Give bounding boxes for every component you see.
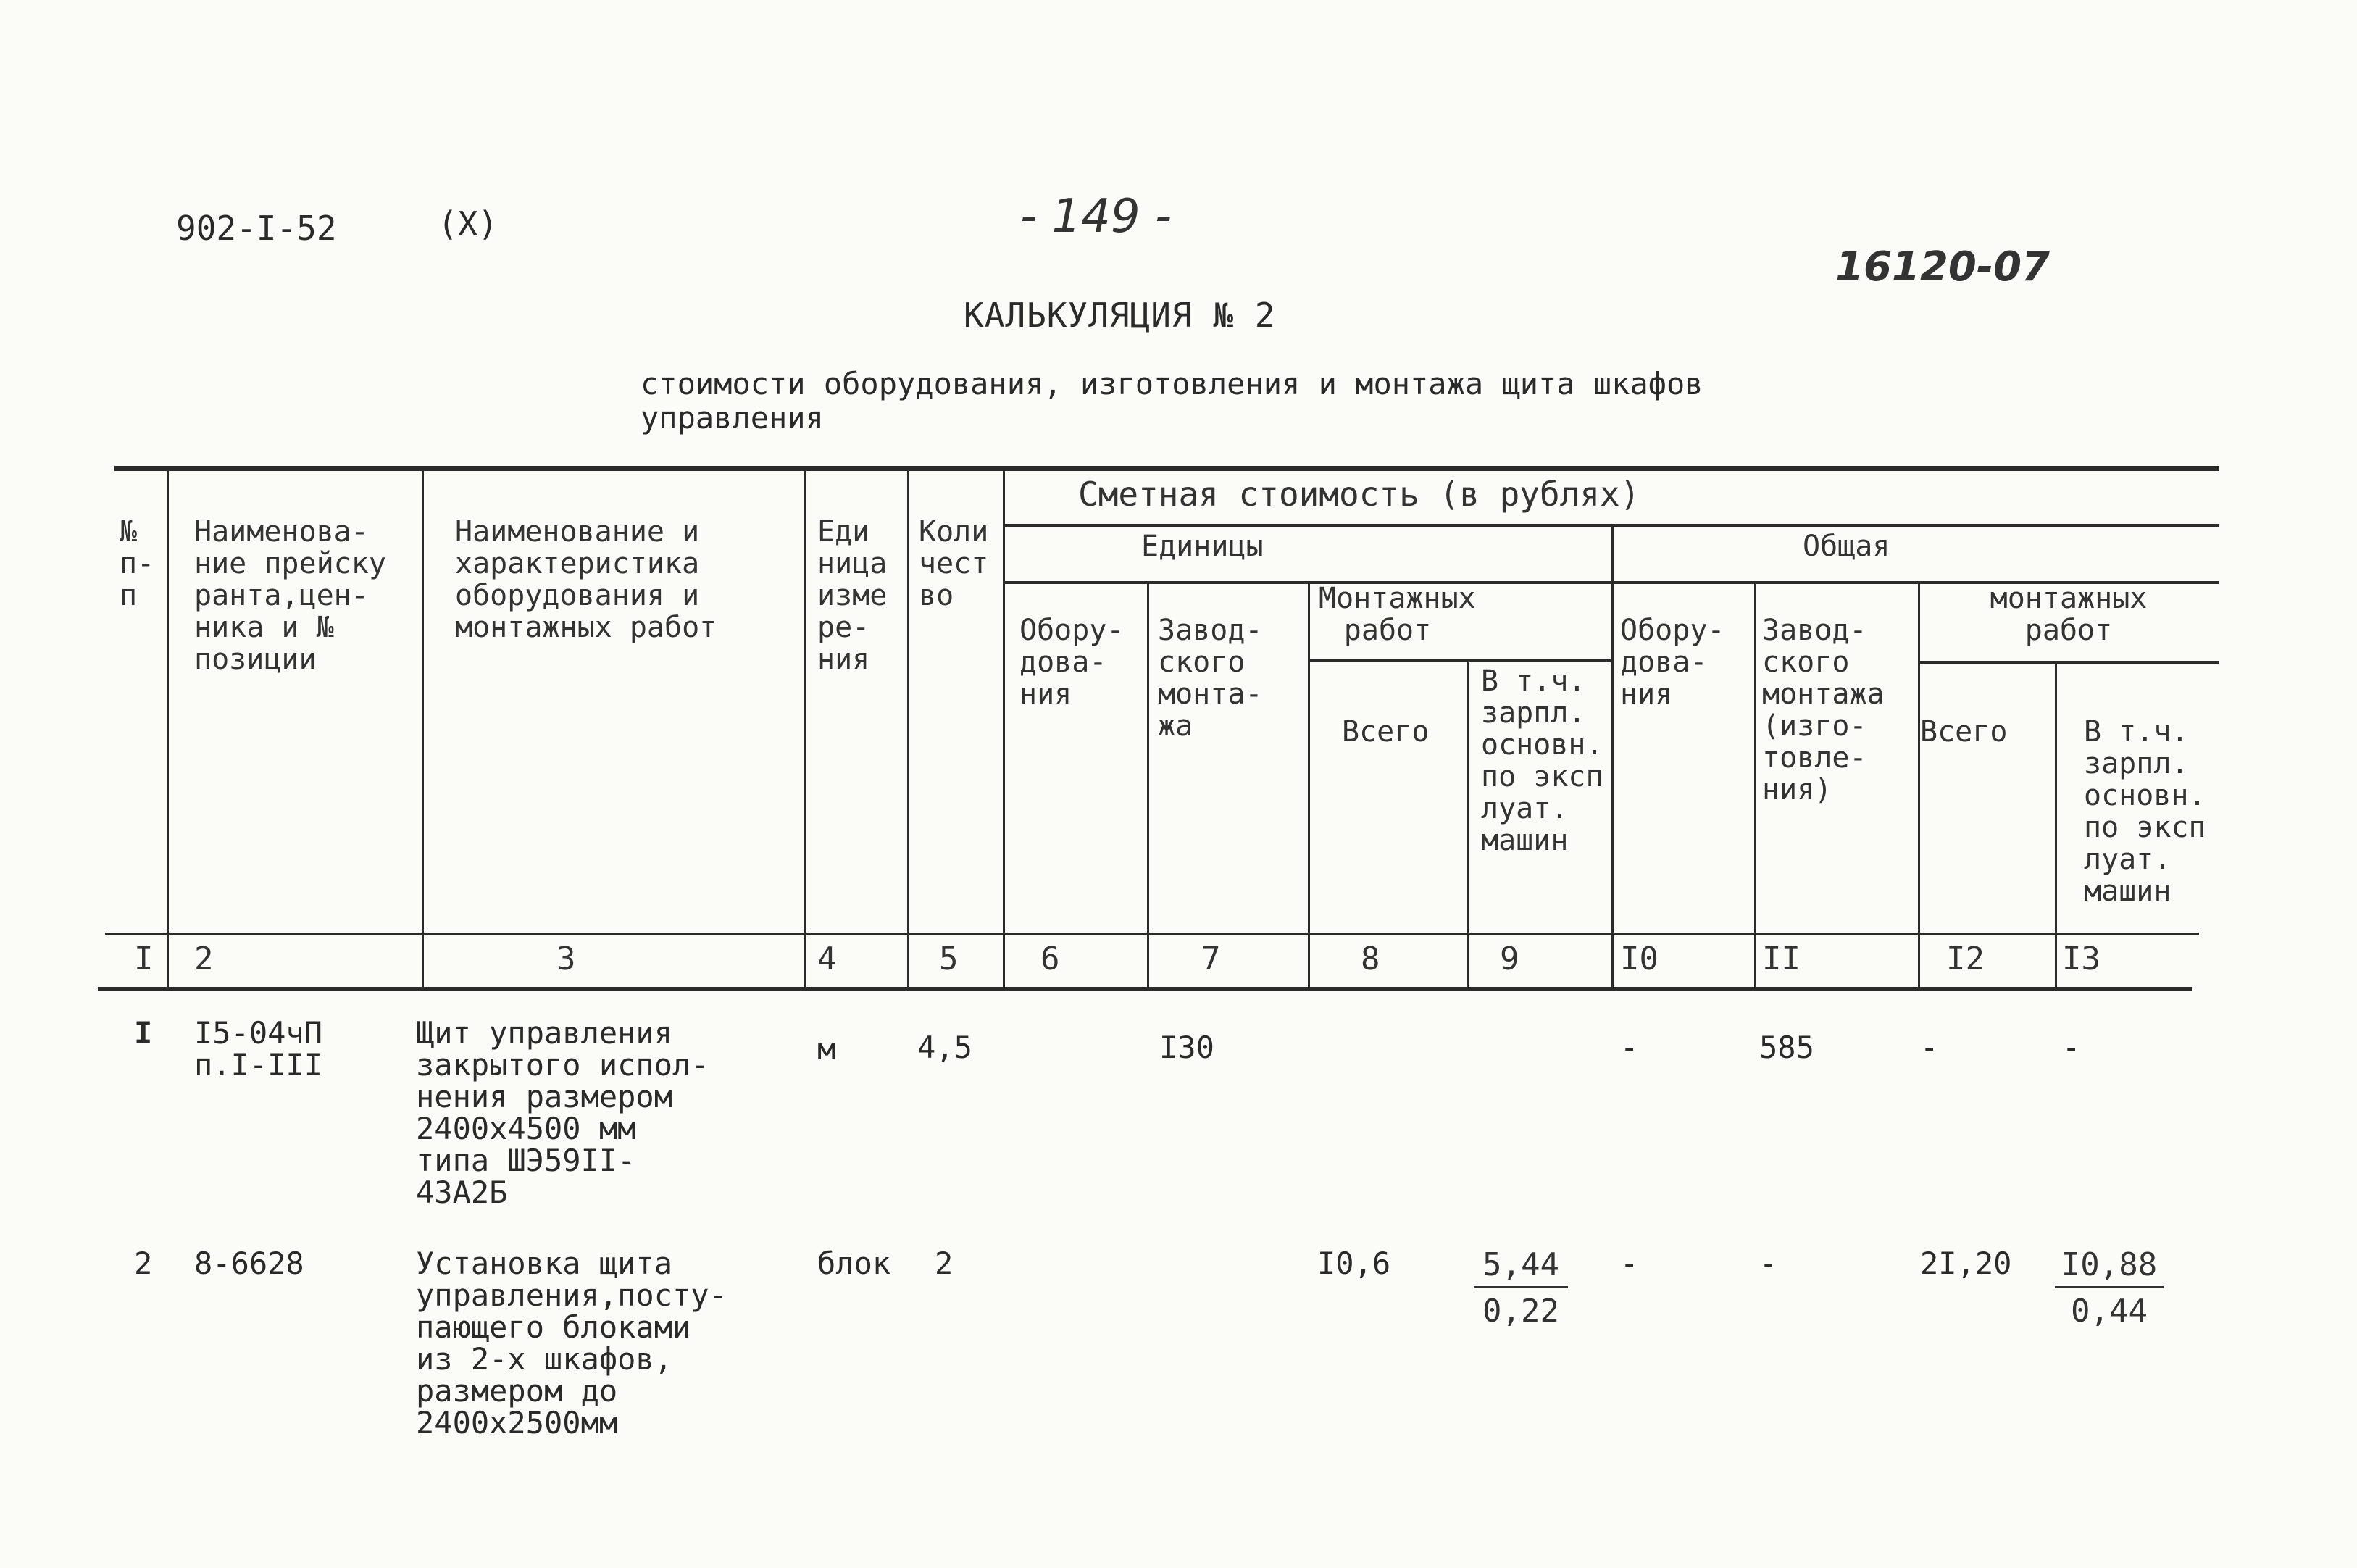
document-subtitle-line2: управления: [641, 400, 824, 435]
row-quantity: 4,5: [917, 1030, 972, 1065]
col-divider: [1918, 584, 1920, 989]
row-factory-mount-unit: I30: [1159, 1030, 1214, 1065]
row-equipment-total: -: [1620, 1246, 1639, 1281]
col-divider: [1308, 584, 1310, 989]
col-number: I: [134, 941, 154, 977]
col-number: I2: [1946, 941, 1985, 977]
col-divider: [1611, 527, 1614, 989]
page-number: - 149 -: [1020, 190, 1172, 243]
row-factory-mount-total: -: [1759, 1246, 1778, 1281]
col-number: 5: [939, 941, 959, 977]
col-number: 9: [1500, 941, 1519, 977]
row-quantity: 2: [935, 1246, 954, 1281]
row-mount-total: 2I,20: [1920, 1246, 2012, 1281]
col-number: 6: [1040, 941, 1060, 977]
header-mount-works-unit: Монтажных работ: [1319, 582, 1476, 647]
header-quantity: Коли чест во: [919, 515, 989, 612]
album-code: 16120-07: [1835, 243, 2050, 291]
row-unit: м: [817, 1031, 836, 1067]
document-code: 902-I-52: [176, 209, 337, 248]
rule-header-bottom: [105, 933, 2199, 935]
wages-unit-main: 5,44: [1474, 1246, 1568, 1288]
row-wages-unit: [1474, 1246, 1568, 1330]
wages-total-main: I0,88: [2055, 1246, 2164, 1288]
col-number: II: [1762, 941, 1801, 977]
col-divider: [2055, 664, 2057, 989]
row-item-name: Щит управления закрытого испол- нения размером 2400х4500 мм типа ШЭ59II- 43А2Б: [416, 1015, 709, 1210]
header-pricelist: Наименова- ние прейску ранта,цен- ника и № позиции: [194, 515, 386, 676]
row-wages-total: -: [2062, 1030, 2081, 1065]
table-top-rule: [114, 466, 2219, 471]
wages-unit-machines: 0,22: [1482, 1293, 1559, 1330]
header-unit: Еди ница изме ре- ния: [817, 515, 888, 676]
col-divider: [907, 471, 909, 989]
wages-total-machines: 0,44: [2071, 1293, 2148, 1330]
col-divider: [422, 471, 424, 989]
col-divider: [167, 471, 169, 989]
document-subtitle-line1: стоимости оборудования, изготовления и монтажа щита шкафов: [641, 366, 1703, 401]
document-title: КАЛЬКУЛЯЦИЯ № 2: [964, 296, 1276, 335]
document-mark: (X): [438, 204, 498, 243]
header-wages-total: В т.ч. зарпл. основн. по эксп луат. машин: [2084, 715, 2206, 908]
row-wages-total: [2055, 1246, 2164, 1330]
row-pricelist: I5-04чП п.I-III: [194, 1015, 323, 1083]
header-mount-works-total: монтажных работ: [1990, 582, 2148, 647]
col-number: 4: [817, 941, 837, 977]
row-mount-total: -: [1920, 1030, 1939, 1065]
row-mount-unit: I0,6: [1317, 1246, 1391, 1281]
rule-mount-total: [1919, 661, 2219, 664]
row-number: 2: [134, 1246, 153, 1281]
header-number: № п- п: [120, 515, 155, 612]
header-total-group: Общая: [1803, 530, 1890, 563]
header-name: Наименование и характеристика оборудования и монтажных работ: [455, 515, 717, 644]
col-number: 8: [1361, 941, 1380, 977]
col-divider: [1754, 584, 1756, 989]
rule-mount-unit: [1309, 659, 1611, 662]
header-equipment-unit: Обору- дова- ния: [1019, 614, 1125, 711]
col-divider: [1467, 661, 1469, 989]
col-divider: [1003, 471, 1005, 989]
col-number: 3: [556, 941, 576, 977]
row-factory-mount-total: 585: [1759, 1030, 1814, 1065]
rule-numbers-bottom: [98, 987, 2192, 991]
col-number: I0: [1620, 941, 1659, 977]
col-divider: [1147, 584, 1149, 989]
row-unit: блок: [817, 1246, 891, 1281]
col-number: I3: [2062, 941, 2101, 977]
col-divider: [804, 471, 806, 989]
header-factory-mount-total: Завод- ского монтажа (изго- товле- ния): [1762, 614, 1885, 806]
header-wages-unit: В т.ч. зарпл. основн. по эксп луат. машин: [1481, 664, 1603, 857]
col-number: 2: [194, 941, 214, 977]
col-number: 7: [1201, 941, 1221, 977]
header-factory-mount-unit: Завод- ского монта- жа: [1158, 614, 1263, 743]
row-equipment-total: -: [1620, 1030, 1639, 1065]
header-unit-group: Единицы: [1141, 530, 1264, 563]
header-total-unit: Всего: [1342, 715, 1430, 748]
header-equipment-total: Обору- дова- ния: [1620, 614, 1725, 711]
header-total-total: Всего: [1920, 715, 2008, 748]
row-item-name: Установка щита управления,посту- пающего блоками из 2-х шкафов, размером до 2400х2500мм: [416, 1246, 727, 1440]
row-pricelist: 8-6628: [194, 1246, 304, 1281]
row-number: I: [134, 1015, 153, 1051]
header-estimate: Сметная стоимость (в рублях): [1078, 475, 1640, 514]
